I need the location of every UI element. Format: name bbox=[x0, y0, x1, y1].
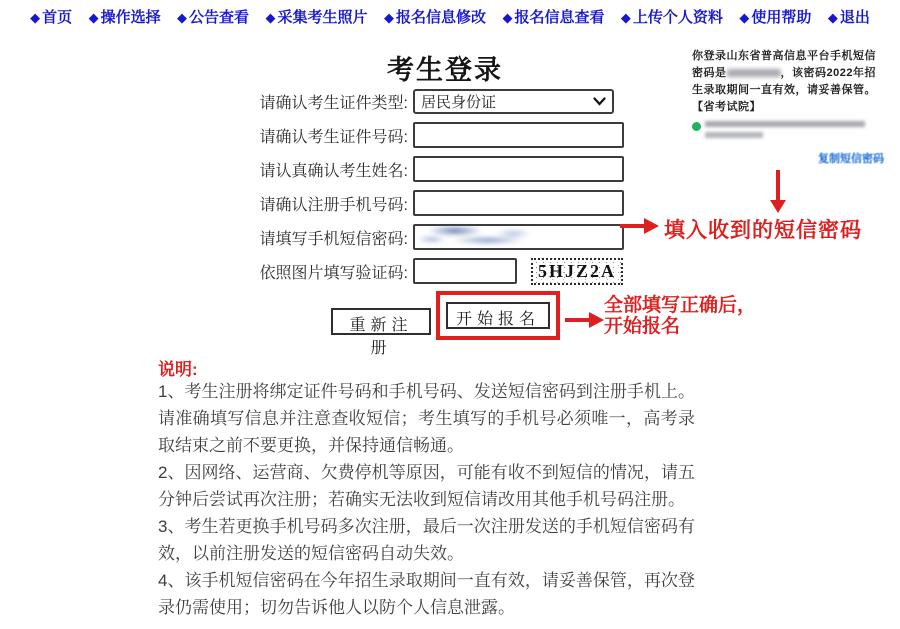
copy-sms-password-link[interactable]: 复制短信密码 bbox=[818, 153, 884, 165]
name-label: 请认真确认考生姓名: bbox=[259, 162, 408, 180]
reregister-button[interactable]: 重新注册 bbox=[331, 308, 431, 335]
note-item-2: 2、因网络、运营商、欠费停机等原因，可能有收不到短信的情况，请五分钟后尝试再次注册；若确实无法收到短信请改用其他手机号码注册。 bbox=[158, 463, 695, 509]
start-note-line2: 开始报名 bbox=[604, 316, 681, 337]
sms-fill-note: 填入收到的短信密码 bbox=[664, 219, 862, 242]
top-nav bbox=[0, 6, 900, 27]
redacted-meta-lines bbox=[705, 121, 865, 138]
nav-item-home[interactable] bbox=[30, 6, 72, 27]
sms-message-text bbox=[692, 48, 884, 116]
diamond-icon: ◆ bbox=[30, 10, 41, 25]
redacted-password bbox=[727, 69, 781, 77]
nav-item-label: 采集考生照片 bbox=[277, 9, 368, 26]
diamond-icon: ◆ bbox=[383, 10, 394, 25]
captcha-label: 依照图片填写验证码: bbox=[259, 264, 408, 282]
phone-label: 请确认注册手机号码: bbox=[259, 196, 408, 214]
page-title: 考生登录 bbox=[387, 55, 503, 85]
diamond-icon: ◆ bbox=[265, 10, 276, 25]
nav-item-label: 首页 bbox=[42, 9, 73, 26]
diamond-icon: ◆ bbox=[88, 10, 99, 25]
sms-password-label: 请填写手机短信密码: bbox=[259, 230, 408, 248]
green-dot-icon bbox=[692, 122, 701, 131]
note-item-3: 3、考生若更换手机号码多次注册，最后一次注册发送的手机短信密码有效，以前注册发送的短信密码自动失效。 bbox=[158, 517, 695, 563]
cert-type-select[interactable] bbox=[413, 89, 614, 114]
captcha-image[interactable]: 5HJZ2A bbox=[531, 258, 623, 285]
cert-number-input[interactable] bbox=[413, 122, 624, 148]
captcha-input[interactable] bbox=[413, 258, 517, 284]
diamond-icon: ◆ bbox=[827, 10, 838, 25]
diamond-icon: ◆ bbox=[502, 10, 513, 25]
notes-heading: 说明: bbox=[158, 360, 198, 379]
note-item-1: 1、考生注册将绑定证件号码和手机号码、发送短信密码到注册手机上。请准确填写信息并注意查收短信；考生填写的手机号必须唯一，高考录取结束之前不要更换，并保持通信畅通。 bbox=[158, 382, 695, 455]
diamond-icon: ◆ bbox=[177, 10, 188, 25]
nav-item-label: 公告查看 bbox=[189, 9, 250, 26]
nav-item-logout[interactable] bbox=[828, 6, 870, 27]
sms-note-arrow-icon bbox=[620, 218, 659, 234]
nav-item-label: 使用帮助 bbox=[751, 9, 812, 26]
field-row-captcha bbox=[238, 254, 638, 288]
nav-item-photo-capture[interactable] bbox=[266, 6, 368, 27]
diamond-icon: ◆ bbox=[620, 10, 631, 25]
nav-item-help[interactable] bbox=[739, 6, 811, 27]
start-registration-button[interactable]: 开始报名 bbox=[446, 302, 550, 329]
start-note bbox=[604, 295, 756, 337]
notes-list bbox=[158, 378, 695, 621]
nav-item-label: 操作选择 bbox=[100, 9, 161, 26]
nav-item-label: 退出 bbox=[839, 9, 870, 26]
note-item-4: 4、该手机短信密码在今年招生录取期间一直有效，请妥善保管，再次登录仍需使用；切勿告诉他人以防个人信息泄露。 bbox=[158, 571, 695, 617]
nav-item-info-edit[interactable] bbox=[384, 6, 486, 27]
cert-number-label: 请确认考生证件号码: bbox=[259, 128, 408, 146]
nav-item-operation-select[interactable] bbox=[89, 6, 161, 27]
nav-item-label: 报名信息修改 bbox=[395, 9, 486, 26]
sms-text-after: ，该密码2022年招生录取期间一直有效，请妥善保管。【省考试院】 bbox=[692, 67, 876, 113]
nav-item-upload-docs[interactable] bbox=[621, 6, 723, 27]
field-row-sms-password bbox=[238, 220, 638, 254]
sms-password-input-wrap bbox=[413, 224, 624, 250]
cert-type-label: 请确认考生证件类型: bbox=[259, 94, 408, 112]
field-row-phone bbox=[238, 186, 638, 220]
nav-item-label: 上传个人资料 bbox=[632, 9, 723, 26]
candidate-name-input[interactable] bbox=[413, 156, 624, 182]
login-form bbox=[238, 84, 638, 288]
nav-item-announcements[interactable] bbox=[177, 6, 249, 27]
sms-screenshot-panel bbox=[692, 48, 884, 166]
field-row-name bbox=[238, 152, 638, 186]
down-arrow-icon bbox=[766, 170, 790, 213]
nav-item-info-view[interactable] bbox=[502, 6, 604, 27]
field-row-cert-number bbox=[238, 118, 638, 152]
nav-item-label: 报名信息查看 bbox=[514, 9, 605, 26]
start-note-arrow-icon bbox=[565, 312, 604, 328]
field-row-cert-type bbox=[238, 84, 638, 118]
sms-password-input[interactable] bbox=[413, 224, 624, 250]
cert-type-value: 居民身份证 bbox=[421, 93, 497, 111]
start-note-line1: 全部填写正确后， bbox=[604, 295, 757, 316]
start-button-highlight-box bbox=[436, 291, 560, 340]
sms-text-before: 你登录山东省普高信息平台手机短信密码是 bbox=[692, 50, 876, 79]
diamond-icon: ◆ bbox=[739, 10, 750, 25]
phone-number-input[interactable] bbox=[413, 190, 624, 216]
sms-meta-row bbox=[692, 121, 884, 138]
chevron-down-icon bbox=[593, 97, 606, 106]
